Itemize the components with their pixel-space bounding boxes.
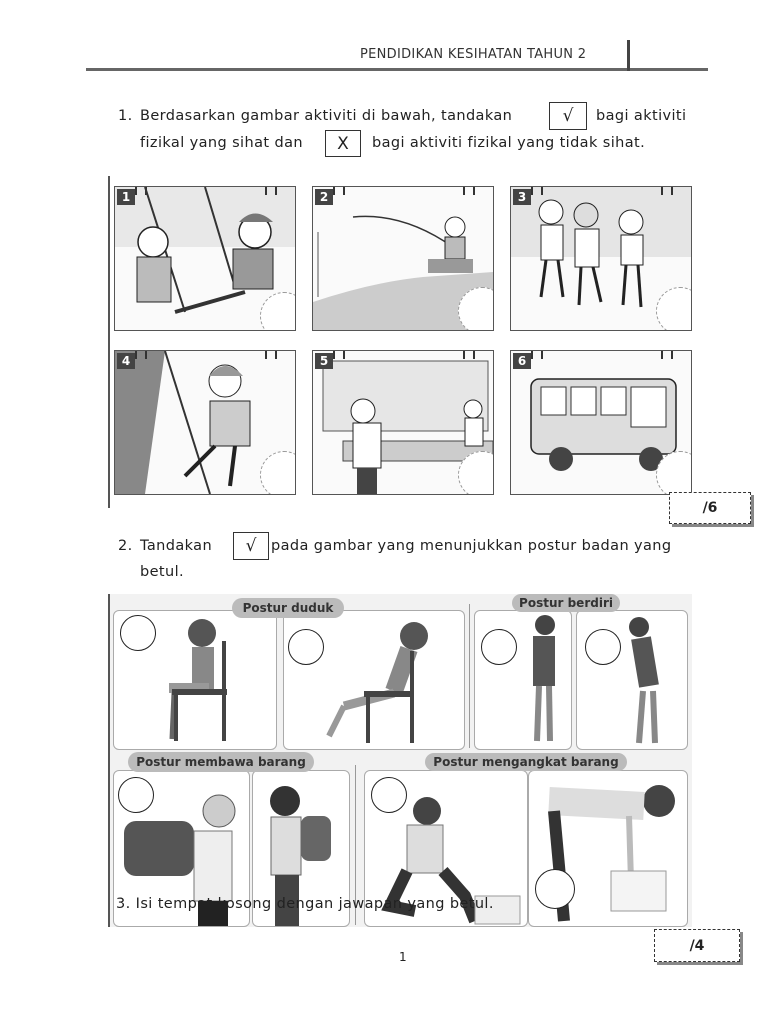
tick-symbol-box: √ <box>233 532 269 560</box>
activity-panel-2 <box>312 186 494 331</box>
panel-clip-icon <box>661 186 673 195</box>
panel-clip-icon <box>463 186 475 195</box>
panel-number: 2 <box>315 189 333 205</box>
posture-frame-lifting-bent <box>528 770 688 927</box>
panel-clip-icon <box>265 186 277 195</box>
q1-score-box: /6 <box>669 492 751 524</box>
q1-number: 1. <box>118 108 133 124</box>
answer-circle[interactable] <box>118 777 154 813</box>
posture-label-standing: Postur berdiri <box>512 594 620 612</box>
posture-frame-standing-correct <box>474 610 572 750</box>
posture-label-lifting: Postur mengangkat barang <box>425 753 627 771</box>
q1-line2-end: bagi aktiviti fizikal yang tidak sihat. <box>372 135 646 151</box>
q2-line2: betul. <box>140 564 185 580</box>
panel-clip-icon <box>463 350 475 359</box>
q2-line1-end: pada gambar yang menunjukkan postur badan yang <box>271 538 672 554</box>
panel-number: 5 <box>315 353 333 369</box>
posture-label-sitting: Postur duduk <box>232 598 344 618</box>
q1-line1-end: bagi aktiviti <box>596 108 687 124</box>
posture-label-carrying: Postur membawa barang <box>128 752 314 772</box>
panel-clip-icon <box>135 186 147 195</box>
panel-clip-icon <box>661 350 673 359</box>
panel-clip-icon <box>333 350 345 359</box>
panel-number: 1 <box>117 189 135 205</box>
panel-number: 6 <box>513 353 531 369</box>
activity-panel-4 <box>114 350 296 495</box>
answer-circle[interactable] <box>371 777 407 813</box>
q1-line1-start: Berdasarkan gambar aktiviti di bawah, tandakan <box>140 108 513 124</box>
page-header-title: PENDIDIKAN KESIHATAN TAHUN 2 <box>360 47 587 62</box>
cross-symbol-box: X <box>325 130 361 157</box>
posture-frame-sitting-correct <box>113 610 277 750</box>
answer-circle[interactable] <box>535 869 575 909</box>
panel-clip-icon <box>265 350 277 359</box>
panel-clip-icon <box>531 186 543 195</box>
q1-line2-start: fizikal yang sihat dan <box>140 135 303 151</box>
q2-line1-start: Tandakan <box>140 538 213 554</box>
answer-circle[interactable] <box>585 629 621 665</box>
panel-clip-icon <box>135 350 147 359</box>
tick-symbol-box: √ <box>549 102 587 130</box>
activity-panel-1 <box>114 186 296 331</box>
activity-panel-3 <box>510 186 692 331</box>
activity-panel-6 <box>510 350 692 495</box>
q1-margin-line <box>108 176 110 508</box>
page-number: 1 <box>399 950 407 964</box>
panel-number: 4 <box>117 353 135 369</box>
q2-score-box: /4 <box>654 929 740 962</box>
q2-number: 2. <box>118 538 133 554</box>
posture-frame-standing-slouch <box>576 610 688 750</box>
answer-circle[interactable] <box>288 629 324 665</box>
posture-frame-sitting-slouch <box>283 610 465 750</box>
q3-text: 3. Isi tempat kosong dengan jawapan yang betul. <box>116 896 494 912</box>
activity-panel-5 <box>312 350 494 495</box>
answer-circle[interactable] <box>481 629 517 665</box>
header-side-bar <box>627 40 630 71</box>
panel-number: 3 <box>513 189 531 205</box>
answer-circle[interactable] <box>120 615 156 651</box>
section-divider <box>469 604 470 748</box>
panel-clip-icon <box>333 186 345 195</box>
header-rule <box>86 68 708 71</box>
panel-clip-icon <box>531 350 543 359</box>
